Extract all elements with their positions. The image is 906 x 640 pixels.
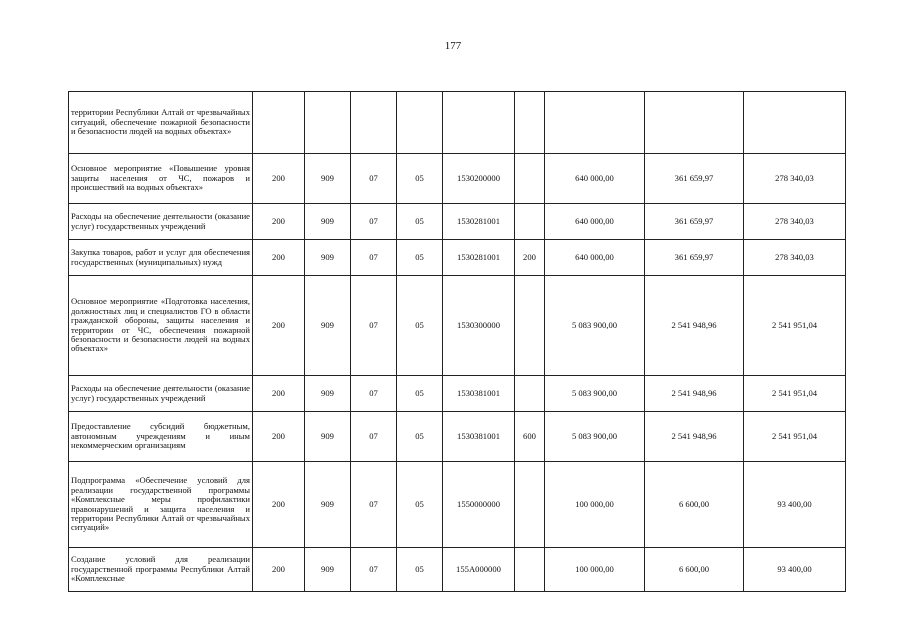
target-article-cell: 1530281001 xyxy=(443,204,515,240)
section-cell: 07 xyxy=(351,548,397,592)
planned-amount-cell: 100 000,00 xyxy=(545,548,645,592)
row-name-cell: Основное мероприятие «Повышение уровня защиты населения от ЧС, пожаров и происшествий на водных объектах» xyxy=(69,154,253,204)
ministry-code-cell: 909 xyxy=(305,376,351,412)
planned-amount-cell: 5 083 900,00 xyxy=(545,276,645,376)
planned-amount-cell: 640 000,00 xyxy=(545,240,645,276)
subsection-cell: 05 xyxy=(397,154,443,204)
planned-amount-cell: 640 000,00 xyxy=(545,204,645,240)
expense-type-cell xyxy=(515,204,545,240)
code-cell: 200 xyxy=(253,462,305,548)
subsection-cell: 05 xyxy=(397,240,443,276)
row-name-cell: Закупка товаров, работ и услуг для обеспечения государственных (муниципальных) нужд xyxy=(69,240,253,276)
code-cell: 200 xyxy=(253,548,305,592)
row-name-cell: Расходы на обеспечение деятельности (оказание услуг) государственных учреждений xyxy=(69,204,253,240)
ministry-code-cell: 909 xyxy=(305,276,351,376)
section-cell: 07 xyxy=(351,462,397,548)
ministry-code-cell: 909 xyxy=(305,154,351,204)
subsection-cell: 05 xyxy=(397,548,443,592)
planned-amount-cell: 5 083 900,00 xyxy=(545,376,645,412)
executed-amount-cell: 2 541 948,96 xyxy=(645,376,744,412)
code-cell: 200 xyxy=(253,204,305,240)
expense-type-cell xyxy=(515,154,545,204)
table-row xyxy=(69,276,846,376)
row-name-cell: Создание условий для реализации государственной программы Республики Алтай «Комплексные xyxy=(69,548,253,592)
remaining-amount-cell: 278 340,03 xyxy=(744,154,846,204)
code-cell: 200 xyxy=(253,154,305,204)
expense-type-cell xyxy=(515,376,545,412)
code-cell xyxy=(253,92,305,154)
planned-amount-cell xyxy=(545,92,645,154)
remaining-amount-cell: 278 340,03 xyxy=(744,204,846,240)
table-row xyxy=(69,462,846,548)
expense-type-cell: 600 xyxy=(515,412,545,462)
planned-amount-cell: 100 000,00 xyxy=(545,462,645,548)
table-row xyxy=(69,204,846,240)
target-article-cell: 1530200000 xyxy=(443,154,515,204)
expense-type-cell xyxy=(515,92,545,154)
table-row xyxy=(69,412,846,462)
section-cell: 07 xyxy=(351,154,397,204)
executed-amount-cell: 361 659,97 xyxy=(645,240,744,276)
remaining-amount-cell xyxy=(744,92,846,154)
target-article-cell xyxy=(443,92,515,154)
section-cell: 07 xyxy=(351,276,397,376)
expense-type-cell xyxy=(515,276,545,376)
expense-type-cell xyxy=(515,548,545,592)
remaining-amount-cell: 93 400,00 xyxy=(744,548,846,592)
section-cell: 07 xyxy=(351,204,397,240)
code-cell: 200 xyxy=(253,276,305,376)
budget-table xyxy=(68,91,846,592)
ministry-code-cell xyxy=(305,92,351,154)
subsection-cell: 05 xyxy=(397,204,443,240)
subsection-cell: 05 xyxy=(397,412,443,462)
expense-type-cell xyxy=(515,462,545,548)
ministry-code-cell: 909 xyxy=(305,240,351,276)
table-row xyxy=(69,548,846,592)
page-number: 177 xyxy=(444,40,462,52)
section-cell: 07 xyxy=(351,240,397,276)
code-cell: 200 xyxy=(253,412,305,462)
ministry-code-cell: 909 xyxy=(305,412,351,462)
table-row xyxy=(69,92,846,154)
row-name-cell: территории Республики Алтай от чрезвычайных ситуаций, обеспечение пожарной безопасности и безопасности людей на водных объектах» xyxy=(69,92,253,154)
expense-type-cell: 200 xyxy=(515,240,545,276)
target-article-cell: 1530381001 xyxy=(443,412,515,462)
ministry-code-cell: 909 xyxy=(305,204,351,240)
executed-amount-cell: 361 659,97 xyxy=(645,204,744,240)
remaining-amount-cell: 278 340,03 xyxy=(744,240,846,276)
table-row xyxy=(69,376,846,412)
executed-amount-cell xyxy=(645,92,744,154)
row-name-cell: Расходы на обеспечение деятельности (оказание услуг) государственных учреждений xyxy=(69,376,253,412)
remaining-amount-cell: 2 541 951,04 xyxy=(744,276,846,376)
planned-amount-cell: 5 083 900,00 xyxy=(545,412,645,462)
table-row xyxy=(69,154,846,204)
target-article-cell: 1530381001 xyxy=(443,376,515,412)
table-row xyxy=(69,240,846,276)
remaining-amount-cell: 93 400,00 xyxy=(744,462,846,548)
row-name-cell: Подпрограмма «Обеспечение условий для реализации государственной программы «Комплексные меры профилактики правонарушений и защита населения и территории Республики Алтай от чрезвычайных ситуаций» xyxy=(69,462,253,548)
section-cell xyxy=(351,92,397,154)
subsection-cell: 05 xyxy=(397,376,443,412)
target-article-cell: 155А000000 xyxy=(443,548,515,592)
code-cell: 200 xyxy=(253,240,305,276)
target-article-cell: 1530281001 xyxy=(443,240,515,276)
remaining-amount-cell: 2 541 951,04 xyxy=(744,412,846,462)
executed-amount-cell: 6 600,00 xyxy=(645,548,744,592)
section-cell: 07 xyxy=(351,412,397,462)
subsection-cell xyxy=(397,92,443,154)
target-article-cell: 1550000000 xyxy=(443,462,515,548)
executed-amount-cell: 6 600,00 xyxy=(645,462,744,548)
section-cell: 07 xyxy=(351,376,397,412)
row-name-cell: Основное мероприятие «Подготовка населения, должностных лиц и специалистов ГО в области гражданской обороны, защиты населения и территории от ЧС, обеспечения пожарной безопасности и безопасности людей на водных объектах» xyxy=(69,276,253,376)
subsection-cell: 05 xyxy=(397,276,443,376)
ministry-code-cell: 909 xyxy=(305,548,351,592)
executed-amount-cell: 361 659,97 xyxy=(645,154,744,204)
executed-amount-cell: 2 541 948,96 xyxy=(645,276,744,376)
subsection-cell: 05 xyxy=(397,462,443,548)
executed-amount-cell: 2 541 948,96 xyxy=(645,412,744,462)
target-article-cell: 1530300000 xyxy=(443,276,515,376)
row-name-cell: Предоставление субсидий бюджетным, автономным учреждениям и иным некоммерческим организациям xyxy=(69,412,253,462)
planned-amount-cell: 640 000,00 xyxy=(545,154,645,204)
remaining-amount-cell: 2 541 951,04 xyxy=(744,376,846,412)
ministry-code-cell: 909 xyxy=(305,462,351,548)
code-cell: 200 xyxy=(253,376,305,412)
